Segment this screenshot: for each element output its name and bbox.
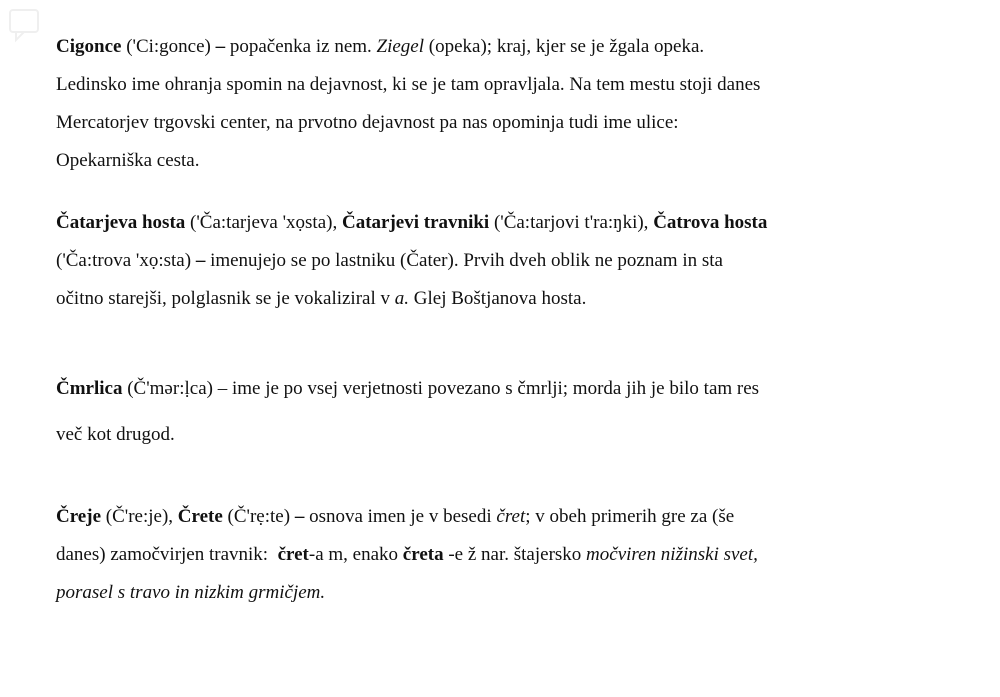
text-line [56,280,956,318]
headword-catrova-hosta: Čatrova hosta [653,212,768,233]
headword-catarjevi-travniki: Čatarjevi travniki [341,212,490,233]
text-line [56,242,956,280]
italic-term: Ziegel [376,36,425,57]
text-span: Mercatorjev trgovski center, na prvotno dejavnost pa nas opominja tudi ime ulice: [56,112,679,133]
text-span: Ledinsko ime ohranja spomin na dejavnost, ki se je tam opravljala. Na tem mestu stoji danes [56,74,761,95]
document-icon [6,4,50,44]
headword-catarjeva-hosta: Čatarjeva hosta [56,212,186,233]
headword-cigonce: Cigonce [56,36,122,57]
text-span: danes) zamočvirjen travnik: [56,544,278,565]
term-creta: čreta [402,544,444,565]
entry-cigonce [56,28,956,180]
dash: – [215,36,226,57]
text-line [56,574,956,612]
italic-term: porasel s travo in nizkim grmičjem. [56,582,326,603]
text-line [56,204,956,242]
text-line [56,66,956,104]
term-cret: čret [277,544,309,565]
text-line [56,28,956,66]
text-span: (opeka); kraj, kjer se je žgala opeka. [424,36,705,57]
text-line [56,366,956,412]
text-span: popačenka iz nem. [225,36,377,57]
text-span: očitno starejši, polglasnik se je vokaliziral v [56,288,395,309]
text-span: (Č're:je), [101,506,178,527]
text-line [56,536,956,574]
text-span: ('Ci:gonce) [121,36,216,57]
entry-catarjeva-hosta [56,204,956,318]
text-span: več kot drugod. [56,424,175,445]
text-span: (Č'rẹ:te) [222,506,295,527]
text-span: ('Ča:tarjeva 'xọsta), [185,212,342,233]
italic-term: močviren nižinski svet, [586,544,758,565]
text-span: imenujejo se po lastniku (Čater). Prvih dveh oblik ne poznam in sta [205,250,723,271]
headword-creje: Čreje [56,506,102,527]
document-body [56,28,956,612]
text-line [56,142,956,180]
text-span: Glej Boštjanova hosta. [409,288,587,309]
headword-cmrlica: Čmrlica [56,378,123,399]
text-span: osnova imen je v besedi [304,506,497,527]
text-span: ('Ča:trova 'xọ:sta) [56,250,196,271]
text-line [56,412,956,458]
text-span: (Č'mər:ḷca) – ime je po vsej verjetnosti povezano s čmrlji; morda jih je bilo tam res [122,378,760,399]
dash: – [195,250,206,271]
italic-term: a. [394,288,410,309]
text-line [56,104,956,142]
text-span: Opekarniška cesta. [56,150,200,171]
text-span: -e ž nar. štajersko [443,544,587,565]
entry-cmrlica [56,366,956,458]
text-line [56,498,956,536]
text-span: ; v obeh primerih gre za (še [525,506,735,527]
text-span: -a m, enako [308,544,403,565]
italic-term: čret [496,506,526,527]
entry-creje-crete [56,498,956,612]
text-span: ('Ča:tarjovi t'ra:ŋki), [489,212,654,233]
headword-crete: Črete [177,506,223,527]
dash: – [294,506,305,527]
